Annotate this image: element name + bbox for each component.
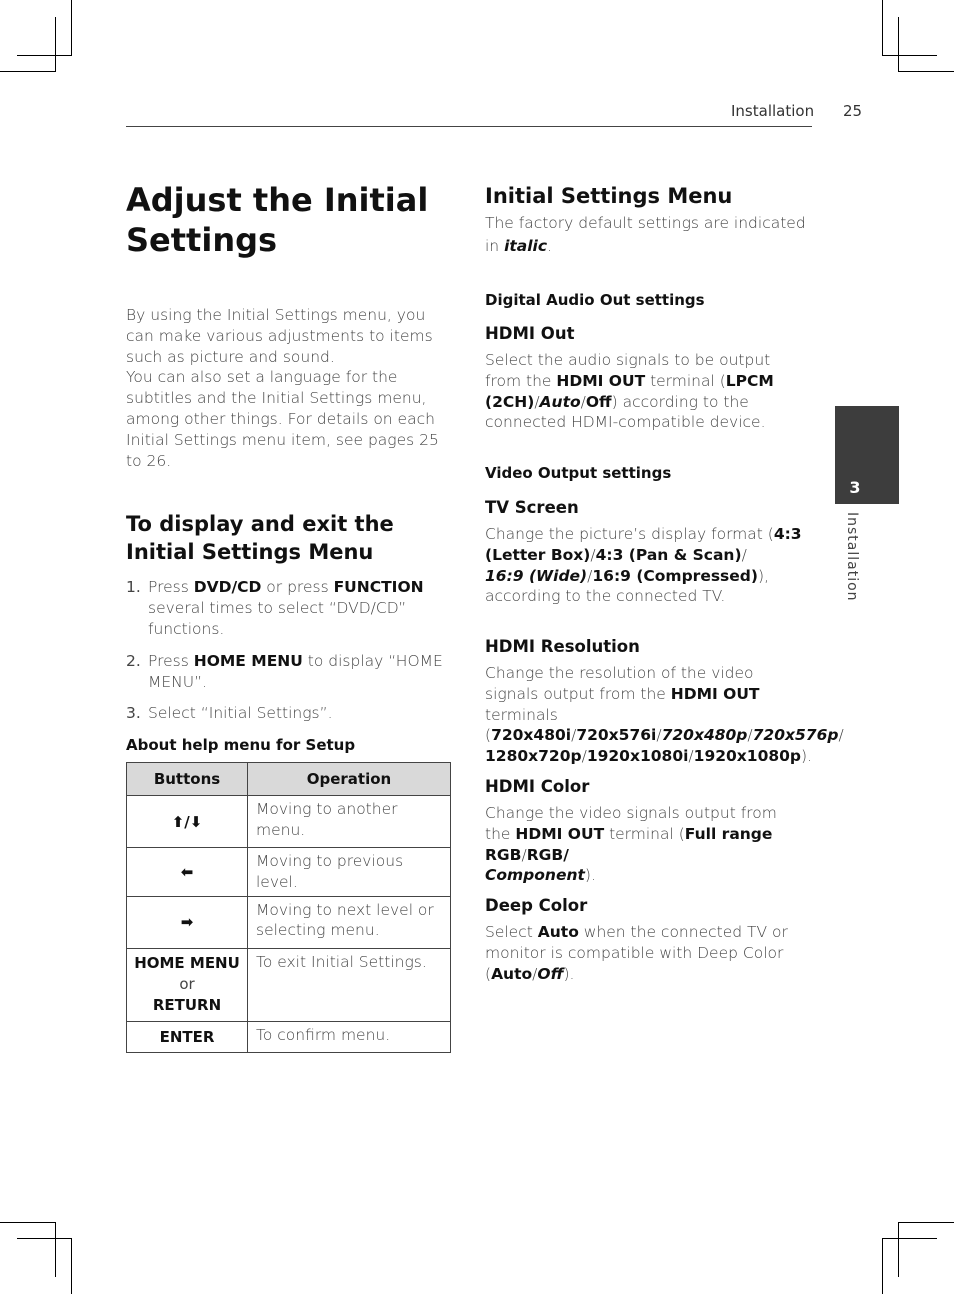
hdmi-color-text: Change the video signals output from the HDMI OUT terminal (Full range RGB/RGB/ Component). bbox=[485, 804, 777, 885]
table-row bbox=[127, 848, 451, 897]
deep-color-text: Select Auto when the connected TV or monitor is compatible with Deep Color (Auto/Off). bbox=[485, 923, 788, 983]
step-text: Press HOME MENU to display “HOME MENU”. bbox=[148, 652, 443, 691]
chapter-number: 3 bbox=[849, 478, 861, 497]
hdmi-resolution-text: Change the resolution of the video signals output from the HDMI OUT terminals (720x480i/720x576i/720x480p/720x576p/ 1280x720p/1920x1080i/1920x1080p). bbox=[485, 664, 844, 766]
help-heading: About help menu for Setup bbox=[126, 736, 356, 754]
header-divider bbox=[126, 126, 812, 127]
table-row bbox=[127, 1021, 451, 1052]
crop-mark bbox=[898, 1222, 899, 1277]
right-arrow-icon: ➡ bbox=[127, 896, 248, 948]
key-function: FUNCTION bbox=[333, 578, 424, 596]
video-output-heading: Video Output settings bbox=[485, 464, 672, 482]
page-number: 25 bbox=[843, 102, 863, 120]
enter-key: ENTER bbox=[127, 1021, 248, 1052]
display-heading: To display and exit the Initial Settings Menu bbox=[126, 512, 394, 564]
crop-mark bbox=[0, 71, 56, 72]
crop-mark bbox=[882, 0, 883, 56]
hdmi-out-heading: HDMI Out bbox=[485, 324, 575, 343]
intro-text bbox=[126, 305, 454, 471]
table-row bbox=[127, 948, 451, 1021]
button-cell bbox=[127, 948, 248, 1021]
operation-cell: To exit Initial Settings. bbox=[248, 948, 451, 1021]
step-1 bbox=[126, 577, 454, 639]
return-key: RETURN bbox=[152, 995, 222, 1014]
step-number: 2. bbox=[126, 652, 141, 670]
page-title bbox=[126, 180, 454, 260]
help-table bbox=[126, 762, 451, 1053]
table-row bbox=[127, 796, 451, 848]
step-3 bbox=[126, 703, 454, 724]
key-home-menu: HOME MENU bbox=[193, 652, 303, 670]
menu-note: The factory default settings are indicated in italic. bbox=[485, 214, 806, 255]
operation-cell: Moving to next level or selecting menu. bbox=[248, 896, 451, 948]
crop-mark bbox=[882, 55, 937, 56]
step-text: Press DVD/CD or press FUNCTION several times to select “DVD/CD” functions. bbox=[148, 578, 424, 638]
crop-mark bbox=[898, 17, 899, 72]
digital-audio-heading: Digital Audio Out settings bbox=[485, 291, 705, 309]
hdmi-out-text: Select the audio signals to be output from the HDMI OUT terminal (LPCM (2CH)/Auto/Off) according to the connected HDMI-compatible device. bbox=[485, 351, 774, 432]
crop-mark bbox=[71, 0, 72, 56]
table-row bbox=[127, 896, 451, 948]
operation-cell: Moving to another menu. bbox=[248, 796, 451, 848]
step-2 bbox=[126, 651, 454, 693]
intro-paragraph-2: You can also set a language for the subtitles and the Initial Settings menu, among other things. For details on each Initial Settings menu item, see pages 25 to 26. bbox=[126, 368, 439, 470]
crop-mark bbox=[55, 1222, 56, 1277]
column-header-operation: Operation bbox=[248, 763, 451, 796]
tv-screen-text: Change the picture’s display format (4:3 (Letter Box)/4:3 (Pan & Scan)/ 16:9 (Wide)/16:9 (Compressed)), according to the connected TV. bbox=[485, 525, 802, 606]
deep-color-heading: Deep Color bbox=[485, 896, 588, 915]
page-title-line1: Adjust the Initial bbox=[126, 181, 429, 219]
operation-cell: To confirm menu. bbox=[248, 1021, 451, 1052]
table-header-row bbox=[127, 763, 451, 796]
crop-mark bbox=[71, 1238, 72, 1294]
crop-mark bbox=[0, 1222, 56, 1223]
up-down-arrow-icon: ⬆/⬇ bbox=[127, 796, 248, 848]
hdmi-resolution-heading: HDMI Resolution bbox=[485, 637, 640, 656]
column-header-buttons: Buttons bbox=[127, 763, 248, 796]
crop-mark bbox=[55, 17, 56, 72]
key-dvd-cd: DVD/CD bbox=[193, 578, 262, 596]
tv-screen-heading: TV Screen bbox=[485, 498, 579, 517]
step-number: 3. bbox=[126, 704, 141, 722]
chapter-label: Installation bbox=[844, 512, 860, 602]
menu-heading: Initial Settings Menu bbox=[485, 184, 733, 208]
step-number: 1. bbox=[126, 578, 141, 596]
step-text: Select “Initial Settings”. bbox=[148, 704, 333, 722]
operation-cell: Moving to previous level. bbox=[248, 848, 451, 897]
header-section-title: Installation bbox=[731, 102, 815, 120]
crop-mark bbox=[882, 1238, 937, 1239]
hdmi-color-heading: HDMI Color bbox=[485, 777, 590, 796]
home-menu-key: HOME MENU bbox=[134, 954, 240, 973]
left-arrow-icon: ⬅ bbox=[127, 848, 248, 897]
crop-mark bbox=[898, 1222, 954, 1223]
intro-paragraph-1: By using the Initial Settings menu, you can make various adjustments to items such as picture and sound. bbox=[126, 306, 433, 366]
or-label: or bbox=[179, 975, 195, 994]
page-title-line2: Settings bbox=[126, 221, 278, 259]
crop-mark bbox=[17, 1238, 72, 1239]
crop-mark bbox=[882, 1238, 883, 1294]
crop-mark bbox=[898, 71, 954, 72]
crop-mark bbox=[17, 55, 72, 56]
